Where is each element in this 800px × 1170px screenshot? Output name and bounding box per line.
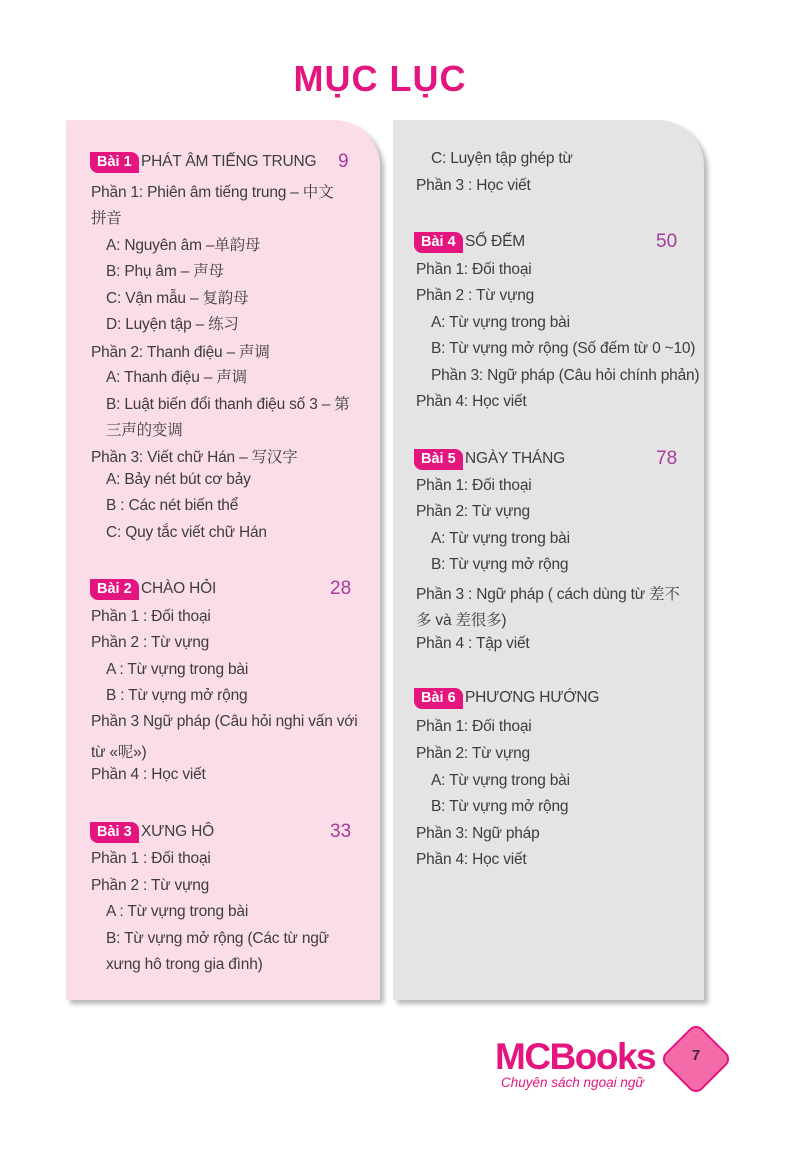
toc-entry[interactable]: A: Từ vựng trong bài [431, 530, 570, 547]
toc-lesson-3[interactable] [90, 822, 352, 846]
toc-entry[interactable]: A : Từ vựng trong bài [106, 661, 249, 678]
toc-entry[interactable]: A : Từ vựng trong bài [106, 903, 249, 920]
toc-entry[interactable]: từ «呢») [91, 744, 147, 761]
lesson-page-number: 28 [330, 578, 352, 599]
toc-entry[interactable]: C: Quy tắc viết chữ Hán [106, 524, 267, 541]
lesson-badge: Bài 3 [90, 822, 139, 843]
toc-entry[interactable]: B: Phụ âm – 声母 [106, 263, 224, 280]
toc-entry[interactable]: A: Nguyên âm –单韵母 [106, 237, 261, 254]
toc-lesson-6[interactable] [414, 688, 684, 712]
lesson-title: XƯNG HÔ [141, 823, 214, 840]
toc-entry[interactable]: B: Từ vựng mở rộng [431, 798, 569, 815]
toc-entry[interactable]: A: Bảy nét bút cơ bảy [106, 471, 251, 488]
lesson-badge: Bài 2 [90, 579, 139, 600]
toc-entry[interactable]: Phần 2 : Từ vựng [91, 877, 210, 894]
toc-entry[interactable]: Phần 4 : Học viết [91, 766, 206, 783]
publisher-logo [495, 1036, 656, 1096]
lesson-title: NGÀY THÁNG [465, 450, 565, 467]
toc-entry[interactable]: B: Từ vựng mở rộng [431, 556, 569, 573]
toc-lesson-4[interactable] [414, 232, 684, 256]
toc-entry[interactable]: A: Thanh điệu – 声调 [106, 369, 247, 386]
lesson-page-number: 33 [330, 821, 352, 842]
toc-entry[interactable]: Phần 4: Học viết [416, 393, 527, 410]
toc-entry[interactable]: Phần 2 : Từ vựng [416, 287, 535, 304]
toc-entry[interactable]: Phần 3 Ngữ pháp (Câu hỏi nghi vấn với [91, 713, 358, 730]
lesson-page-number: 78 [656, 448, 678, 469]
toc-entry[interactable]: B: Từ vựng mở rộng (Các từ ngữ [106, 930, 329, 947]
toc-lesson-5[interactable] [414, 449, 684, 473]
toc-entry[interactable]: Phần 3: Viết chữ Hán – 写汉字 [91, 449, 298, 466]
toc-left-panel [66, 120, 380, 1000]
toc-entry[interactable]: Phần 3: Ngữ pháp [416, 825, 540, 842]
toc-entry[interactable]: xưng hô trong gia đình) [106, 956, 263, 973]
lesson-page-number: 50 [656, 231, 678, 252]
toc-entry[interactable]: Phần 2: Từ vựng [416, 503, 530, 520]
toc-lesson-2[interactable] [90, 579, 352, 603]
lesson-title: SỐ ĐẾM [465, 233, 525, 250]
toc-entry[interactable]: Phần 3: Ngữ pháp (Câu hỏi chính phản) [431, 367, 700, 384]
lesson-title: CHÀO HỎI [141, 580, 217, 597]
toc-entry[interactable]: A: Từ vựng trong bài [431, 314, 570, 331]
toc-entry[interactable]: 拼音 [91, 210, 122, 227]
toc-entry[interactable]: B : Các nét biến thể [106, 497, 239, 514]
lesson-title: PHƯƠNG HƯỚNG [465, 689, 600, 706]
toc-entry[interactable]: Phần 1: Đối thoại [416, 261, 532, 278]
toc-entry[interactable]: Phần 1: Đối thoại [416, 718, 532, 735]
toc-entry[interactable]: C: Vận mẫu – 复韵母 [106, 290, 249, 307]
toc-entry[interactable]: A: Từ vựng trong bài [431, 772, 570, 789]
toc-entry[interactable]: B : Từ vựng mở rộng [106, 687, 248, 704]
toc-entry[interactable]: 多 và 差很多) [416, 612, 507, 629]
toc-entry[interactable]: Phần 2: Từ vựng [416, 745, 530, 762]
toc-entry[interactable]: Phần 2: Thanh điệu – 声调 [91, 344, 270, 361]
toc-lesson-1[interactable] [90, 152, 352, 176]
lesson-badge: Bài 6 [414, 688, 463, 709]
lesson-badge: Bài 5 [414, 449, 463, 470]
toc-entry[interactable]: Phần 4 : Tập viết [416, 635, 530, 652]
page-number: 7 [691, 1047, 701, 1064]
logo-wordmark: MCBooks [495, 1036, 656, 1077]
lesson-page-number: 9 [338, 151, 349, 172]
toc-entry[interactable]: Phần 1: Đối thoại [416, 477, 532, 494]
toc-entry[interactable]: Phần 2 : Từ vựng [91, 634, 210, 651]
logo-tagline: Chuyên sách ngoại ngữ [501, 1075, 644, 1090]
toc-entry[interactable]: Phần 1 : Đối thoại [91, 850, 211, 867]
toc-entry[interactable]: Phần 3 : Ngữ pháp ( cách dùng từ 差不 [416, 586, 680, 603]
toc-entry[interactable]: B: Luật biến đổi thanh điệu số 3 – 第 [106, 396, 350, 413]
toc-entry[interactable]: Phần 3 : Học viết [416, 177, 531, 194]
toc-entry[interactable]: D: Luyện tập – 练习 [106, 316, 239, 333]
toc-entry[interactable]: 三声的变调 [106, 422, 183, 439]
lesson-badge: Bài 1 [90, 152, 139, 173]
toc-right-panel [393, 120, 704, 1000]
toc-entry[interactable]: C: Luyện tập ghép từ [431, 150, 573, 167]
toc-entry[interactable]: B: Từ vựng mở rộng (Số đếm từ 0 ~10) [431, 340, 696, 357]
lesson-badge: Bài 4 [414, 232, 463, 253]
toc-entry[interactable]: Phần 1: Phiên âm tiếng trung – 中文 [91, 184, 334, 201]
page-title: MỤC LỤC [293, 58, 467, 99]
lesson-title: PHÁT ÂM TIẾNG TRUNG [141, 153, 317, 170]
toc-entry[interactable]: Phần 1 : Đối thoại [91, 608, 211, 625]
toc-entry[interactable]: Phần 4: Học viết [416, 851, 527, 868]
